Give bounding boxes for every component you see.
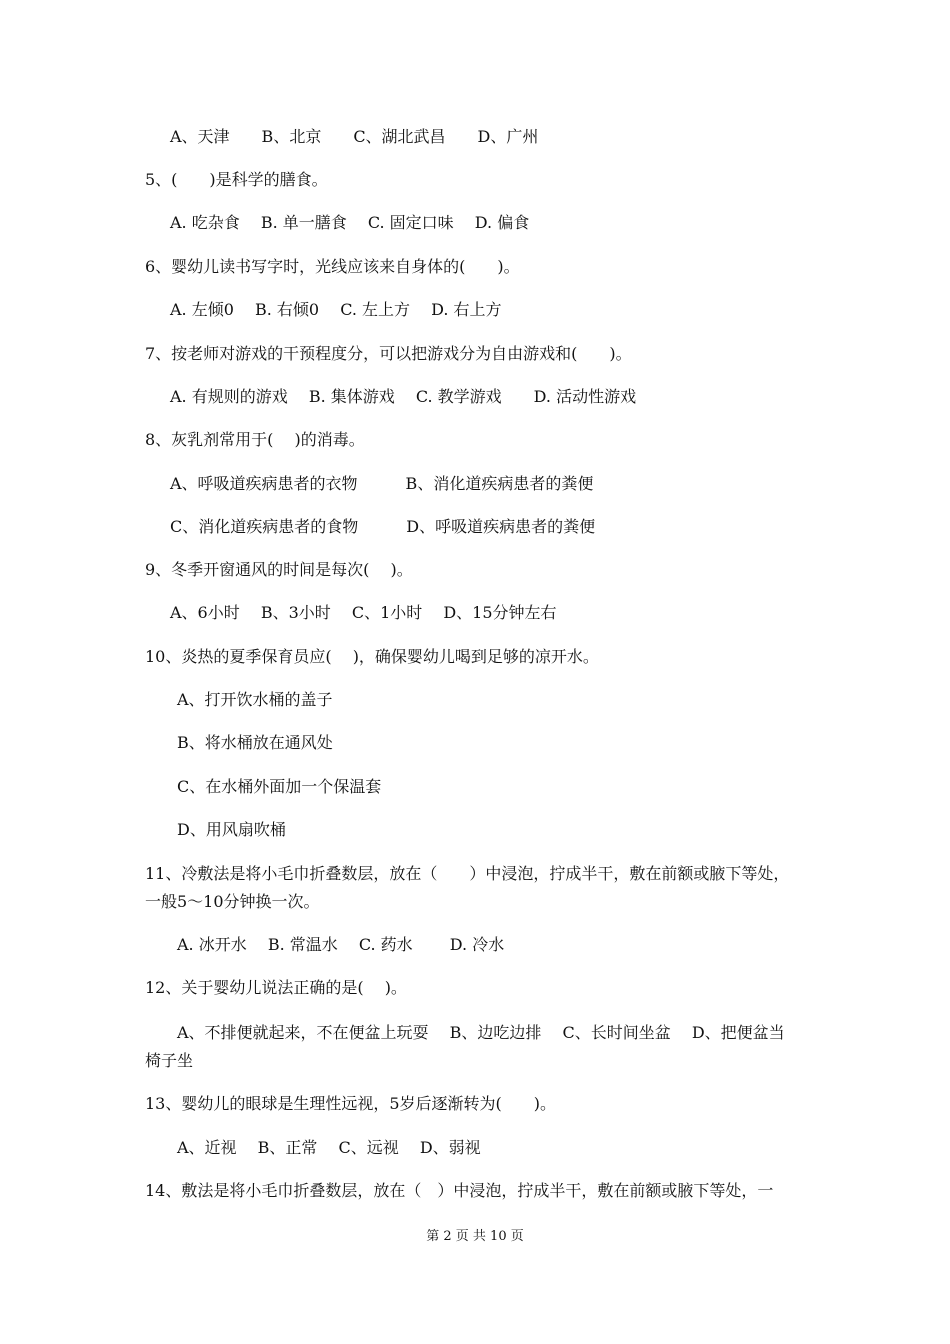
- q5-stem: 5、( )是科学的膳食。: [145, 170, 328, 189]
- q11-options: A. 冰开水 B. 常温水 C. 药水 D. 冷水: [177, 935, 505, 954]
- q9-stem: 9、冬季开窗通风的时间是每次( )。: [145, 560, 413, 579]
- q12-options-cont: 椅子坐: [145, 1051, 194, 1070]
- q14-stem: 14、敷法是将小毛巾折叠数层，放在（ ）中浸泡，拧成半干，敷在前额或腋下等处，一: [145, 1181, 774, 1200]
- q10-option-a: A、打开饮水桶的盖子: [177, 690, 333, 709]
- q10-option-b: B、将水桶放在通风处: [177, 733, 333, 752]
- q6-options: A. 左倾0 B. 右倾0 C. 左上方 D. 右上方: [170, 300, 502, 319]
- q10-option-c: C、在水桶外面加一个保温套: [177, 777, 382, 796]
- q13-options: A、近视 B、正常 C、远视 D、弱视: [177, 1138, 481, 1157]
- q4-options: A、天津 B、北京 C、湖北武昌 D、广州: [170, 127, 539, 146]
- q8-options-ab: A、呼吸道疾病患者的衣物 B、消化道疾病患者的粪便: [170, 474, 594, 493]
- q12-options: A、不排便就起来，不在便盆上玩耍 B、边吃边排 C、长时间坐盆 D、把便盆当: [177, 1023, 785, 1042]
- q7-stem: 7、按老师对游戏的干预程度分，可以把游戏分为自由游戏和( )。: [145, 344, 632, 363]
- q13-stem: 13、婴幼儿的眼球是生理性远视，5岁后逐渐转为( )。: [145, 1094, 557, 1113]
- q8-stem: 8、灰乳剂常用于( )的消毒。: [145, 430, 365, 449]
- q11-stem: 11、冷敷法是将小毛巾折叠数层，放在（ ）中浸泡，拧成半干，敷在前额或腋下等处，: [145, 864, 790, 883]
- q11-stem-cont: 一般5～10分钟换一次。: [145, 892, 320, 911]
- q9-options: A、6小时 B、3小时 C、1小时 D、15分钟左右: [170, 603, 557, 622]
- q7-options: A. 有规则的游戏 B. 集体游戏 C. 教学游戏 D. 活动性游戏: [170, 387, 637, 406]
- q5-options: A. 吃杂食 B. 单一膳食 C. 固定口味 D. 偏食: [170, 213, 530, 232]
- q8-options-cd: C、消化道疾病患者的食物 D、呼吸道疾病患者的粪便: [170, 517, 596, 536]
- q6-stem: 6、婴幼儿读书写字时，光线应该来自身体的( )。: [145, 257, 520, 276]
- page-footer: 第 2 页 共 10 页: [426, 1229, 524, 1244]
- q12-stem: 12、关于婴幼儿说法正确的是( )。: [145, 978, 407, 997]
- q10-stem: 10、炎热的夏季保育员应( )，确保婴幼儿喝到足够的凉开水。: [145, 647, 599, 666]
- q10-option-d: D、用风扇吹桶: [177, 820, 286, 839]
